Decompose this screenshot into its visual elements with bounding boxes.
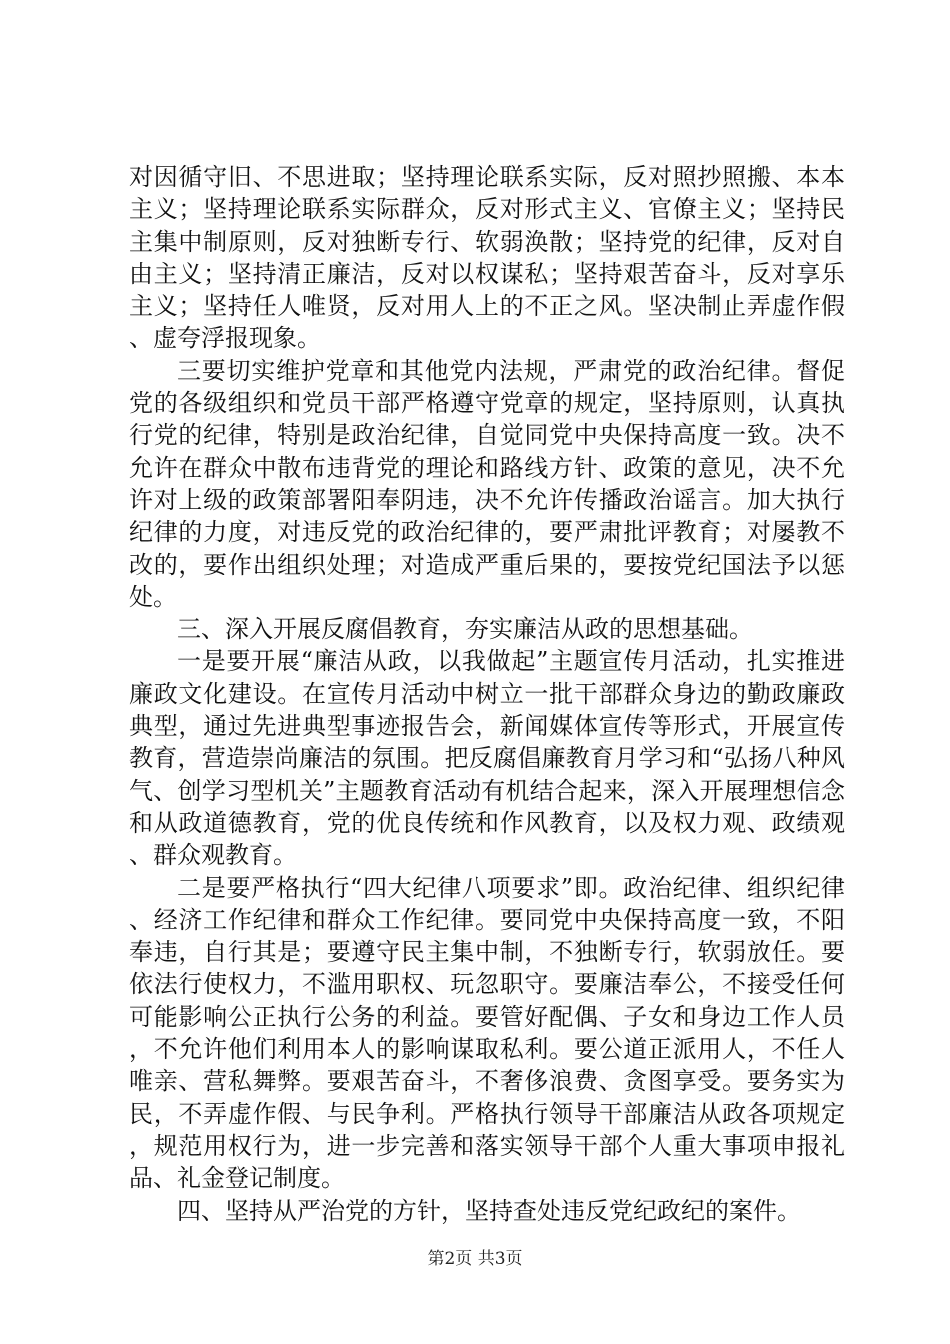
- paragraph-5: 二是要严格执行“四大纪律八项要求”即。政治纪律、组织纪律、经济工作纪律和群众工作纪律。要同党中央保持高度一致，不阳奉违，自行其是；要遵守民主集中制，不独断专行，软弱放任。要依法行使权力，不滥用职权、玩忽职守。要廉洁奉公，不接受任何可能影响公正执行公务的利益。要管好配偶、子女和身边工作人员，不允许他们利用本人的影响谋取私利。要公道正派用人，不任人唯亲、营私舞弊。要艰苦奋斗，不奢侈浪费、贪图享受。要务实为民，不弄虚作假、与民争利。严格执行领导干部廉洁从政各项规定，规范用权行为，进一步完善和落实领导干部个人重大事项申报礼品、礼金登记制度。: [129, 873, 845, 1193]
- paragraph-2: 三要切实维护党章和其他党内法规，严肃党的政治纪律。督促党的各级组织和党员干部严格遵守党章的规定，坚持原则，认真执行党的纪律，特别是政治纪律，自觉同党中央保持高度一致。决不允许在群众中散布违背党的理论和路线方针、政策的意见，决不允许对上级的政策部署阳奉阴违，决不允许传播政治谣言。加大执行纪律的力度，对违反党的政治纪律的，要严肃批评教育；对屡教不改的，要作出组织处理；对造成严重后果的，要按党纪国法予以惩处。: [129, 356, 845, 611]
- document-body: [129, 161, 845, 1227]
- paragraph-4: 一是要开展“廉洁从政，以我做起”主题宣传月活动，扎实推进廉政文化建设。在宣传月活动中树立一批干部群众身边的勤政廉政典型，通过先进典型事迹报告会，新闻媒体宣传等形式，开展宣传教育，营造崇尚廉洁的氛围。把反腐倡廉教育月学习和“弘扬八种风气、创学习型机关”主题教育活动有机结合起来，深入开展理想信念和从政道德教育，党的优良传统和作风教育，以及权力观、政绩观、群众观教育。: [129, 647, 845, 870]
- paragraph-1: 对因循守旧、不思进取；坚持理论联系实际，反对照抄照搬、本本主义；坚持理论联系实际群众，反对形式主义、官僚主义；坚持民主集中制原则，反对独断专行、软弱涣散；坚持党的纪律，反对自由主义；坚持清正廉洁，反对以权谋私；坚持艰苦奋斗，反对享乐主义；坚持任人唯贤，反对用人上的不正之风。坚决制止弄虚作假、虚夸浮报现象。: [129, 163, 845, 353]
- page-footer: 第2页 共3页: [427, 1249, 523, 1269]
- paragraph-3: 三、深入开展反腐倡教育，夯实廉洁从政的思想基础。: [177, 615, 753, 644]
- paragraph-6: 四、坚持从严治党的方针，坚持查处违反党纪政纪的案件。: [177, 1196, 801, 1225]
